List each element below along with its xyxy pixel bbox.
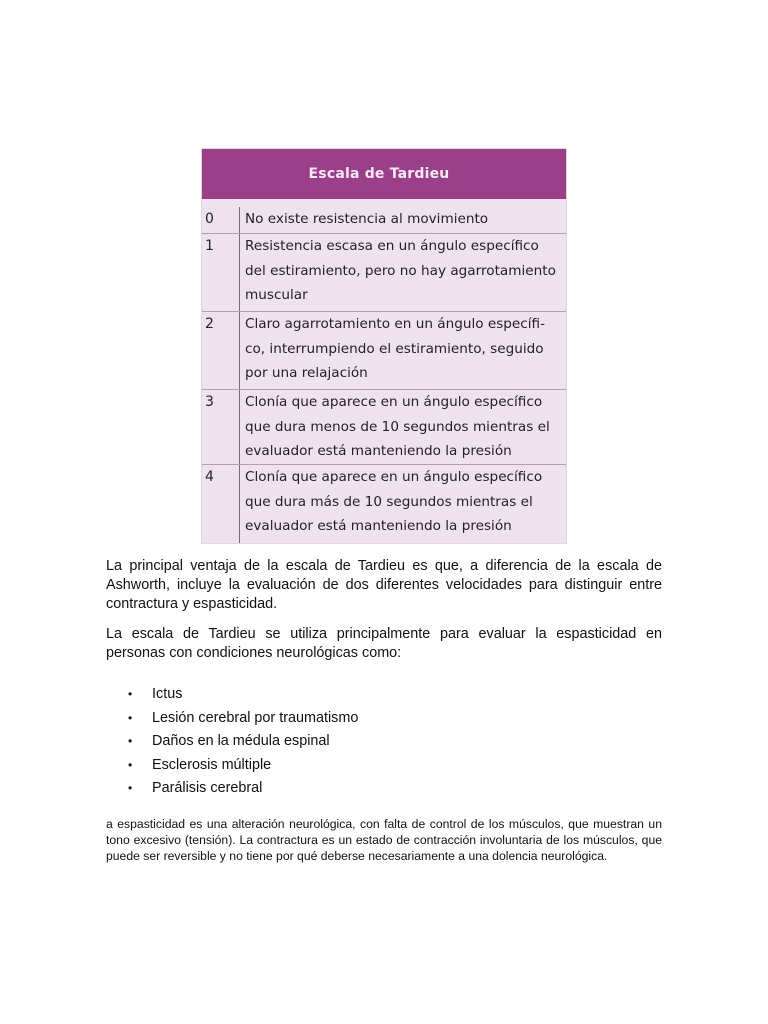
- bullet-icon: •: [128, 757, 133, 772]
- bullet-icon: •: [128, 734, 133, 748]
- description-line: Clonía que aparece en un ángulo específico: [245, 469, 543, 485]
- description-cell: [240, 207, 566, 233]
- list-item: [106, 730, 358, 754]
- description-line: Clonía que aparece en un ángulo específico: [245, 394, 543, 410]
- bullet-icon: •: [128, 781, 133, 795]
- table-title: Escala de Tardieu: [308, 166, 450, 182]
- table-row-grade-4: [202, 465, 566, 543]
- description-line: evaluador está manteniendo la presión: [245, 443, 512, 459]
- conditions-list: [106, 683, 358, 801]
- description-cell: [240, 465, 566, 543]
- list-item-label: Parálisis cerebral: [152, 780, 263, 796]
- table-row-grade-2: [202, 312, 566, 390]
- description-line: Resistencia escasa en un ángulo específico: [245, 238, 539, 254]
- description-cell: [240, 390, 566, 464]
- list-item-label: Daños en la médula espinal: [152, 733, 330, 749]
- list-item-label: Esclerosis múltiple: [152, 756, 272, 773]
- grade-cell: 0: [202, 207, 240, 233]
- table-row-grade-0: [202, 207, 566, 234]
- list-item: [106, 683, 358, 707]
- paragraph-advantage: La principal ventaja de la escala de Tardieu es que, a diferencia de la escala de Ashworth, incluye la evaluación de dos diferentes velocidades para distinguir entre contractura y espasticidad.: [106, 558, 662, 612]
- description-cell: [240, 234, 566, 311]
- description-line: No existe resistencia al movimiento: [245, 211, 489, 227]
- list-item: [106, 777, 358, 801]
- description-line: Claro agarrotamiento en un ángulo específi-: [245, 316, 546, 332]
- table-header: [202, 149, 566, 199]
- list-item: [106, 754, 358, 778]
- list-item-label: Lesión cerebral por traumatismo: [152, 709, 359, 726]
- table-row-grade-1: [202, 234, 566, 312]
- grade-cell: 3: [202, 390, 240, 464]
- bullet-icon: •: [128, 687, 133, 701]
- grade-cell: 2: [202, 312, 240, 389]
- paragraph-definition: a espasticidad es una alteración neurológica, con falta de control de los músculos, que muestran un tono excesivo (tensión). La contractura es un estado de contracción involuntaria de los músculos, que puede ser reversible y no tiene por qué deberse necesariamente a una dolencia neurológica.: [106, 817, 662, 863]
- description-line: evaluador está manteniendo la presión: [245, 518, 512, 534]
- description-line: del estiramiento, pero no hay agarrotamiento: [245, 262, 556, 279]
- grade-cell: 4: [202, 465, 240, 543]
- description-line: que dura menos de 10 segundos mientras el: [245, 418, 550, 435]
- paragraph-usage: La escala de Tardieu se utiliza principalmente para evaluar la espasticidad en personas con condiciones neurológicas como:: [106, 626, 662, 661]
- list-item: [106, 707, 358, 731]
- description-line: muscular: [245, 287, 308, 303]
- table-row-grade-3: [202, 390, 566, 465]
- description-line: co, interrumpiendo el estiramiento, seguido: [245, 340, 544, 357]
- table-body: [202, 199, 566, 543]
- description-cell: [240, 312, 566, 389]
- tardieu-scale-table: [202, 149, 566, 543]
- list-item-label: Ictus: [152, 686, 183, 702]
- grade-cell: 1: [202, 234, 240, 311]
- description-line: por una relajación: [245, 365, 368, 381]
- description-line: que dura más de 10 segundos mientras el: [245, 493, 533, 510]
- bullet-icon: •: [128, 710, 133, 725]
